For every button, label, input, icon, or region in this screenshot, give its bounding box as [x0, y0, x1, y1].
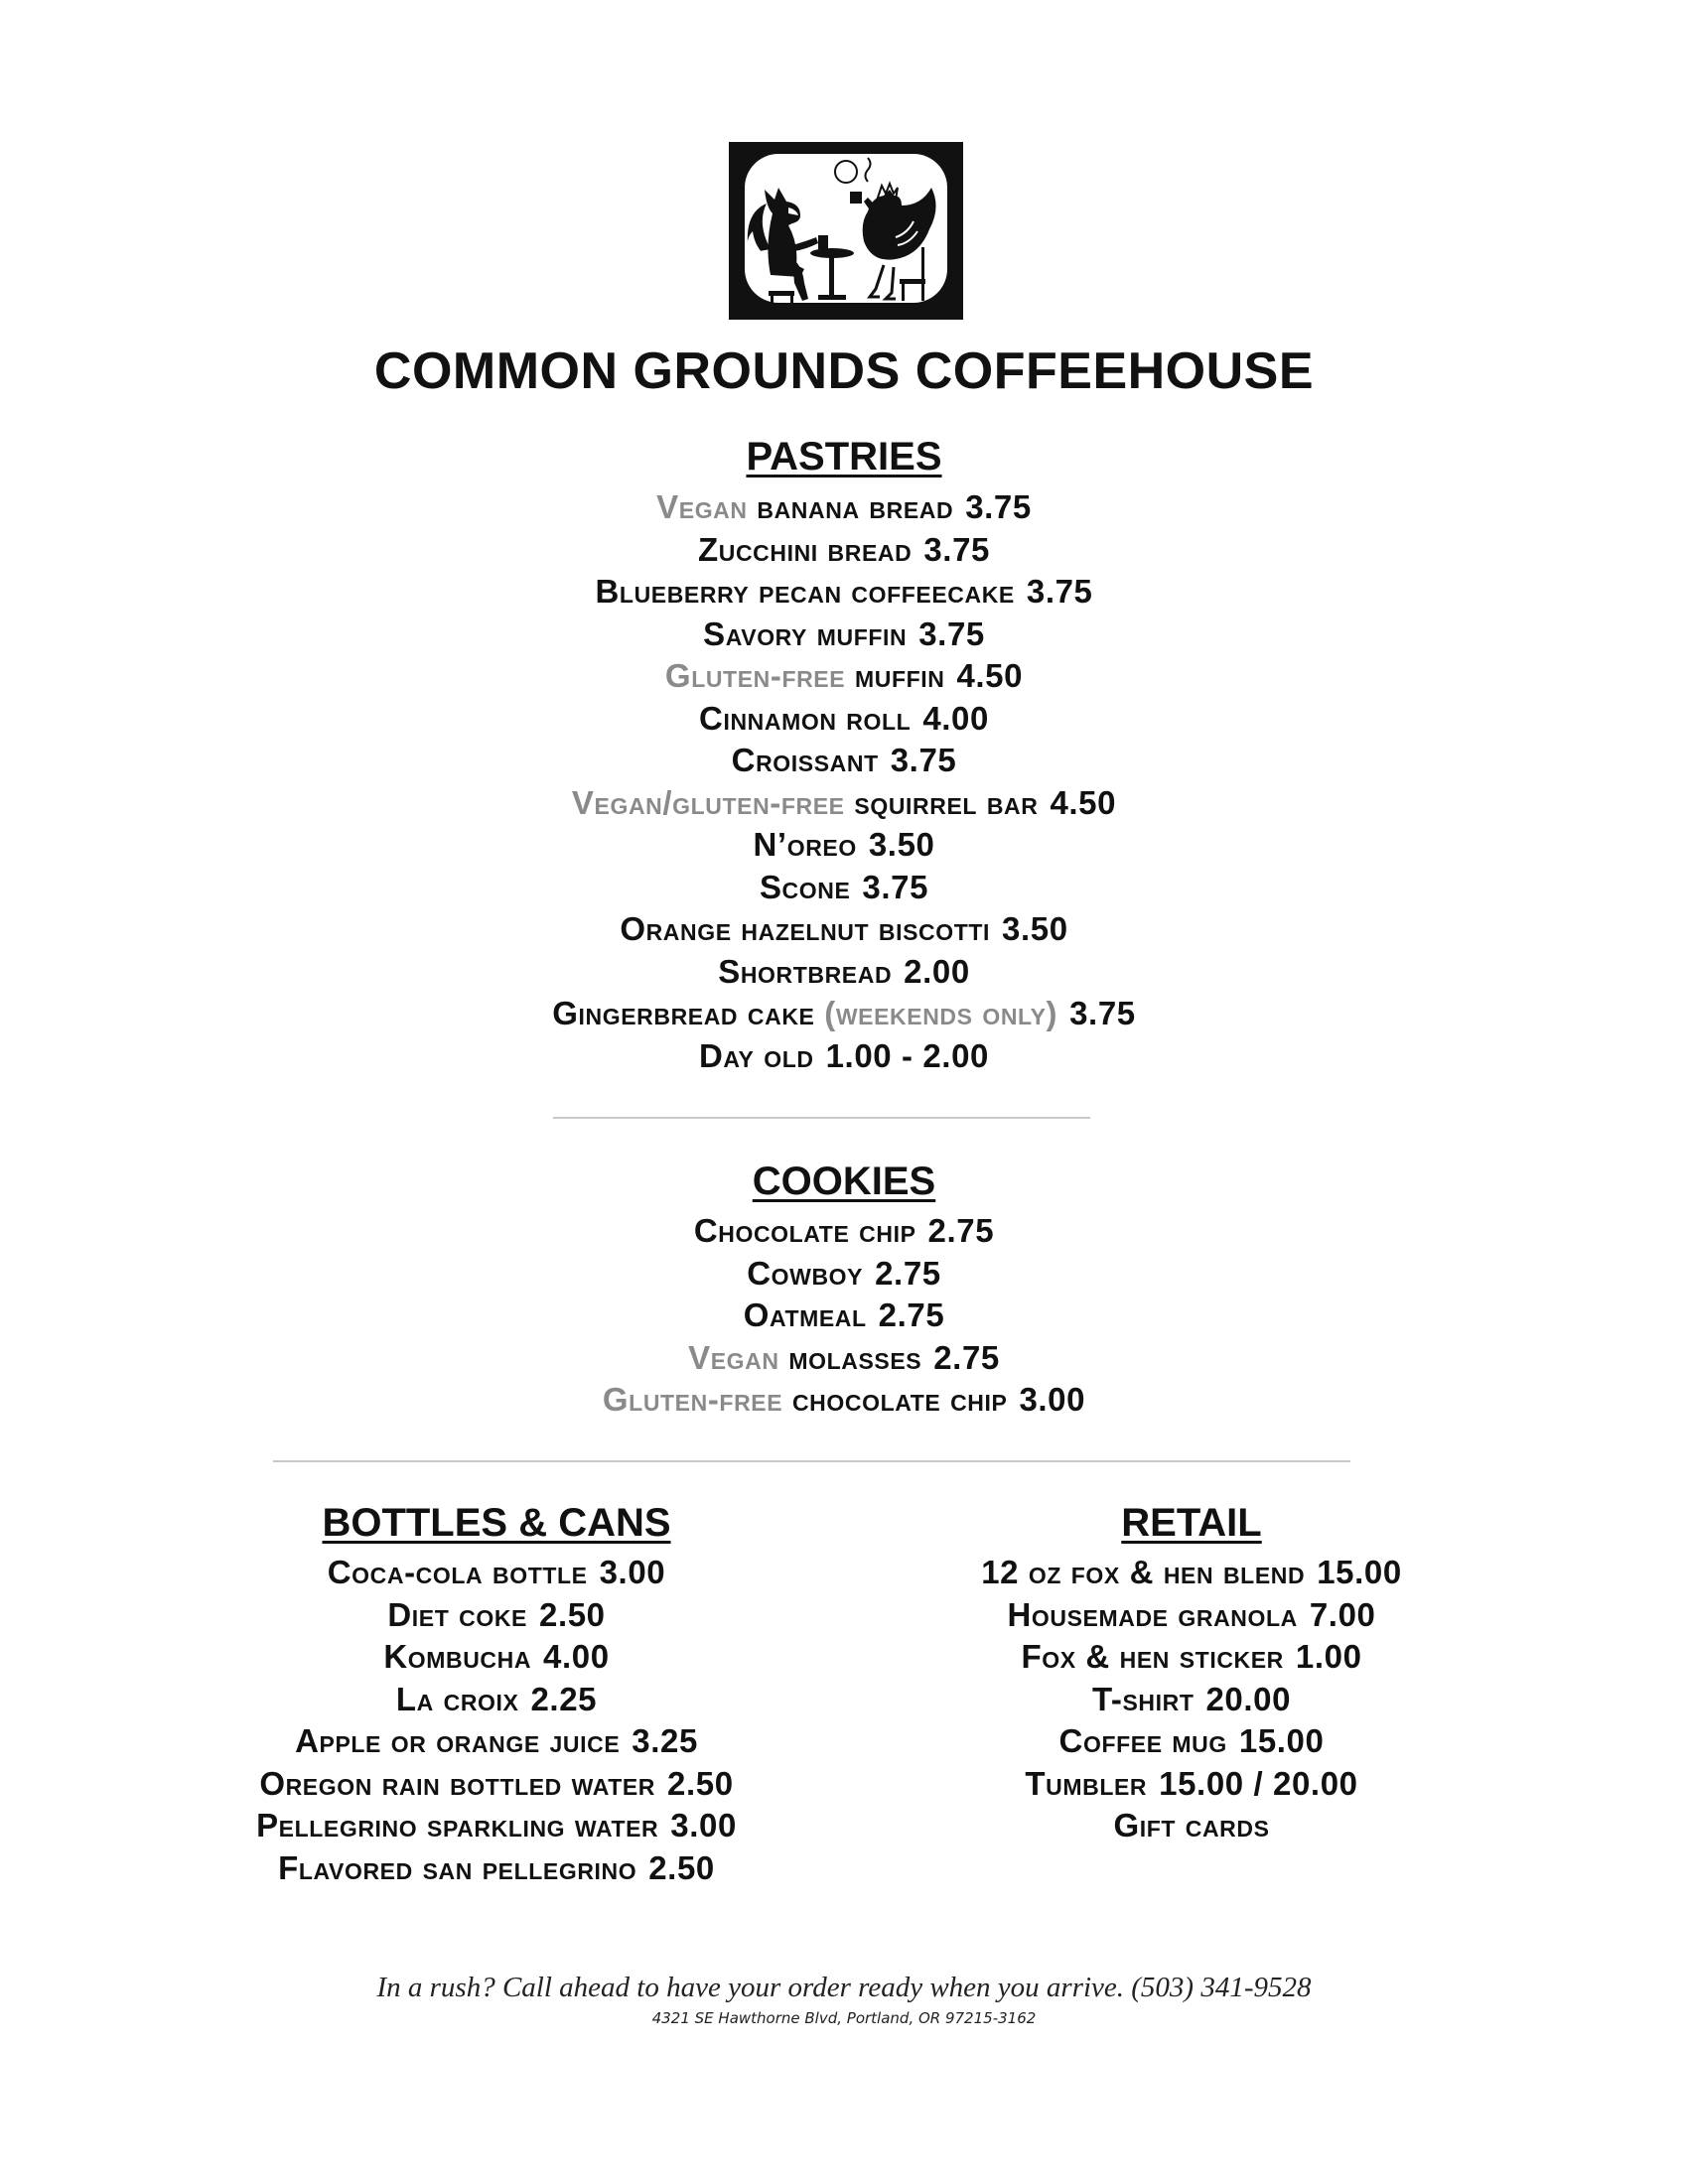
- menu-item-name: Chocolate chip: [693, 1212, 916, 1249]
- menu-item-name: molasses: [788, 1338, 922, 1376]
- fox-and-hen-logo-icon: [729, 142, 963, 320]
- menu-item-qualifier: Gluten-free: [602, 1381, 783, 1418]
- menu-item-price: 2.50: [648, 1848, 715, 1886]
- call-ahead-note: In a rush? Call ahead to have your order ready when you arrive. (503) 341-9528: [376, 1972, 1312, 2003]
- menu-item: [0, 993, 1688, 1035]
- menu-item-price: 7.00: [1309, 1595, 1376, 1633]
- menu-item-price: 20.00: [1205, 1680, 1292, 1717]
- cookies-list: [0, 1210, 1688, 1422]
- menu-item-name: Cowboy: [747, 1254, 864, 1292]
- menu-item-name: T-shirt: [1091, 1680, 1195, 1717]
- menu-item-name: N’oreo: [753, 826, 857, 863]
- menu-item-name: Orange hazelnut biscotti: [620, 910, 991, 947]
- menu-item: [844, 1679, 1539, 1721]
- menu-item: [99, 1720, 894, 1763]
- menu-item: [0, 782, 1688, 825]
- menu-item-name: Tumbler: [1025, 1764, 1148, 1802]
- menu-item: [99, 1679, 894, 1721]
- menu-item-price: 2.00: [904, 952, 970, 990]
- menu-item: [99, 1552, 894, 1594]
- menu-item-name: Day old: [699, 1036, 814, 1074]
- menu-item-price: 2.25: [530, 1680, 598, 1717]
- menu-item: [0, 1337, 1688, 1380]
- menu-item-name: 12 oz fox & hen blend: [981, 1554, 1306, 1590]
- menu-item-name: Oatmeal: [743, 1297, 867, 1333]
- menu-item-price: 3.75: [890, 742, 957, 778]
- menu-item: [0, 867, 1688, 909]
- menu-item-price: 2.75: [878, 1297, 945, 1333]
- menu-item-name: muffin: [854, 657, 945, 694]
- menu-item-name: Shortbread: [718, 952, 893, 990]
- menu-item-name: Oregon rain bottled water: [259, 1764, 656, 1802]
- menu-item: [0, 1253, 1688, 1296]
- menu-item-price: 2.50: [667, 1764, 734, 1802]
- menu-item-price: 3.25: [632, 1722, 698, 1759]
- menu-item-name: Savory muffin: [703, 614, 908, 652]
- menu-item: [0, 655, 1688, 698]
- menu-item: [99, 1636, 894, 1679]
- menu-item-name: chocolate chip: [791, 1381, 1008, 1418]
- menu-item: [844, 1763, 1539, 1806]
- menu-item-name: squirrel bar: [854, 783, 1039, 821]
- page-title: COMMON GROUNDS COFFEEHOUSE: [373, 342, 1315, 400]
- menu-item: [0, 1295, 1688, 1337]
- menu-item: [844, 1805, 1539, 1847]
- menu-item-name: La croix: [395, 1680, 519, 1717]
- menu-item-name: Housemade granola: [1007, 1595, 1298, 1633]
- menu-item-name: Coffee mug: [1058, 1722, 1227, 1759]
- menu-item-price: 3.00: [599, 1554, 666, 1590]
- menu-item-price: 3.50: [1002, 910, 1068, 947]
- menu-item-price: 3.50: [868, 826, 935, 863]
- menu-item-name: Blueberry pecan coffeecake: [595, 573, 1015, 610]
- menu-item-price: 1.00 - 2.00: [825, 1036, 989, 1074]
- menu-item-qualifier: Vegan/gluten-free: [571, 783, 845, 821]
- menu-item-price: 15.00: [1317, 1554, 1402, 1590]
- retail-heading: RETAIL: [1121, 1501, 1262, 1545]
- menu-item: [0, 951, 1688, 994]
- menu-item-price: 2.75: [933, 1338, 1000, 1376]
- menu-item: [99, 1763, 894, 1806]
- menu-item-qualifier: Vegan: [688, 1338, 779, 1376]
- menu-item-name: Croissant: [731, 742, 879, 778]
- menu-item-price: 4.50: [956, 657, 1024, 694]
- menu-item: [99, 1847, 894, 1890]
- retail-list: [844, 1552, 1539, 1847]
- menu-item-price: 3.75: [923, 530, 990, 568]
- menu-item: [0, 740, 1688, 782]
- menu-item-note: (weekends only): [824, 995, 1058, 1031]
- menu-item-price: 3.75: [965, 488, 1032, 525]
- menu-item: [0, 824, 1688, 867]
- section-divider: [273, 1460, 1350, 1462]
- section-divider: [553, 1117, 1090, 1119]
- menu-item-price: 4.50: [1050, 783, 1117, 821]
- menu-item: [844, 1552, 1539, 1594]
- menu-item-name: Scone: [759, 868, 851, 905]
- menu-item-name: Diet coke: [387, 1595, 527, 1633]
- menu-item: [0, 571, 1688, 614]
- pastries-list: [0, 486, 1688, 1077]
- menu-item-price: 15.00: [1238, 1722, 1325, 1759]
- bottles-cans-list: [99, 1552, 894, 1889]
- menu-item: [99, 1594, 894, 1637]
- menu-item-name: Kombucha: [383, 1638, 532, 1675]
- menu-item-name: Coca-cola bottle: [327, 1554, 588, 1590]
- menu-item: [0, 1035, 1688, 1078]
- menu-item: [0, 1210, 1688, 1253]
- menu-item: [844, 1720, 1539, 1763]
- menu-item-price: 3.75: [1069, 995, 1136, 1031]
- menu-item-name: Zucchini bread: [698, 530, 913, 568]
- menu-item-price: 2.75: [927, 1212, 995, 1249]
- menu-item-price: 2.75: [875, 1254, 941, 1292]
- menu-item-price: 15.00 / 20.00: [1159, 1764, 1358, 1802]
- menu-item: [844, 1636, 1539, 1679]
- menu-item: [0, 1379, 1688, 1422]
- menu-item: [0, 908, 1688, 951]
- menu-item: [844, 1594, 1539, 1637]
- menu-item-price: 3.00: [1019, 1381, 1086, 1418]
- menu-item-name: Pellegrino sparkling water: [256, 1807, 659, 1843]
- menu-item-price: 3.75: [1026, 573, 1093, 610]
- menu-item: [0, 614, 1688, 656]
- menu-item-qualifier: Vegan: [656, 488, 748, 525]
- menu-item-name: banana bread: [757, 488, 954, 525]
- menu-item-price: 3.75: [918, 614, 985, 652]
- menu-item-price: 4.00: [543, 1638, 610, 1675]
- menu-item-name: Apple or orange juice: [295, 1722, 621, 1759]
- menu-item-price: 3.00: [670, 1807, 737, 1843]
- menu-item-name: Flavored san pellegrino: [278, 1848, 637, 1886]
- menu-item: [0, 529, 1688, 572]
- menu-item: [99, 1805, 894, 1847]
- menu-item-name: Fox & hen sticker: [1021, 1638, 1284, 1675]
- menu-item-name: Gingerbread cake: [552, 995, 815, 1031]
- menu-item-name: Cinnamon roll: [699, 699, 912, 737]
- menu-item: [0, 698, 1688, 741]
- menu-item-name: Gift cards: [1113, 1807, 1270, 1843]
- pastries-heading: PASTRIES: [746, 435, 942, 478]
- bottles-cans-heading: BOTTLES & CANS: [322, 1501, 671, 1545]
- menu-item: [0, 486, 1688, 529]
- menu-item-price: 2.50: [539, 1595, 606, 1633]
- address: 4321 SE Hawthorne Blvd, Portland, OR 97215-3162: [651, 2009, 1037, 2027]
- menu-item-price: 3.75: [862, 868, 929, 905]
- cookies-heading: COOKIES: [752, 1160, 936, 1203]
- menu-item-qualifier: Gluten-free: [664, 657, 846, 694]
- menu-item-price: 4.00: [922, 699, 989, 737]
- menu-item-price: 1.00: [1295, 1638, 1362, 1675]
